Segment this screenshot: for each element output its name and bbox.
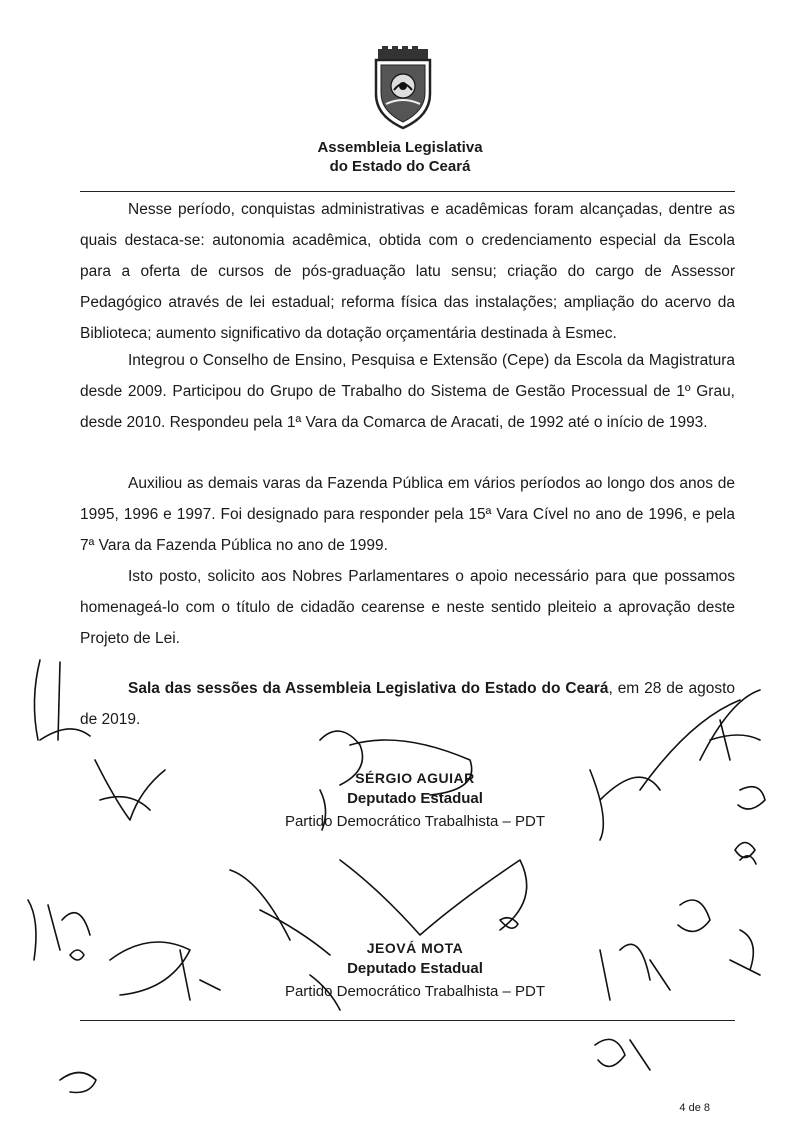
paragraph-request: Isto posto, solicito aos Nobres Parlamentares o apoio necessário para que possamos homenageá-lo com o título de cidadão cearense e neste sentido pleiteio a aprovação deste Projeto de Lei. [80,568,735,647]
signatory-role: Deputado Estadual [347,790,483,807]
paragraph-council: Integrou o Conselho de Ensino, Pesquisa e Extensão (Cepe) da Escola da Magistratura desde 2009. Participou do Grupo de Trabalho do Sistema de Gestão Processual de 1º Grau, desde 2010. Respondeu pela 1ª Vara da Comarca de Aracati, de 1992 até o início de 1993. [80,352,735,431]
signatory-party: Partido Democrático Trabalhista – PDT [284,813,546,830]
closing-bold: Sala das sessões da Assembleia Legislativa do Estado do Ceará [128,680,609,697]
paragraph-achievements: Nesse período, conquistas administrativas e acadêmicas foram alcançadas, dentre as quais destaca-se: autonomia acadêmica, obtida com o credenciamento especial da Escola para a oferta de cursos de pós-graduação latu sensu; criação do cargo de Assessor Pedagógico através de lei estadual; reforma física das instalações; ampliação do acervo da Biblioteca; aumento significativo da dotação orçamentária destinada à Esmec. [80,201,735,342]
footer-divider [80,1020,735,1021]
closing-date: , em 28 de agosto de 2019. [80,680,735,728]
signature-block-2 [255,938,575,1004]
page-number: 4 de 8 [679,1102,710,1114]
document-header [250,138,550,176]
signatory-name: JEOVÁ MOTA [366,940,464,956]
closing-statement [80,673,735,735]
paragraph-courts: Auxiliou as demais varas da Fazenda Pública em vários períodos ao longo dos anos de 1995, 1996 e 1997. Foi designado para responder pela 15ª Vara Cível no ano de 1996, e pela 7ª Vara da Fazenda Pública no ano de 1999. [80,475,735,554]
ceara-crest-icon [368,46,438,130]
header-divider [80,191,735,192]
signature-block-1 [255,768,575,834]
signatory-name: SÉRGIO AGUIAR [355,770,475,786]
signatory-party: Partido Democrático Trabalhista – PDT [284,983,546,1000]
header-line-2: do Estado do Ceará [329,158,471,175]
header-line-1: Assembleia Legislativa [317,139,483,156]
signatory-role: Deputado Estadual [347,960,483,977]
